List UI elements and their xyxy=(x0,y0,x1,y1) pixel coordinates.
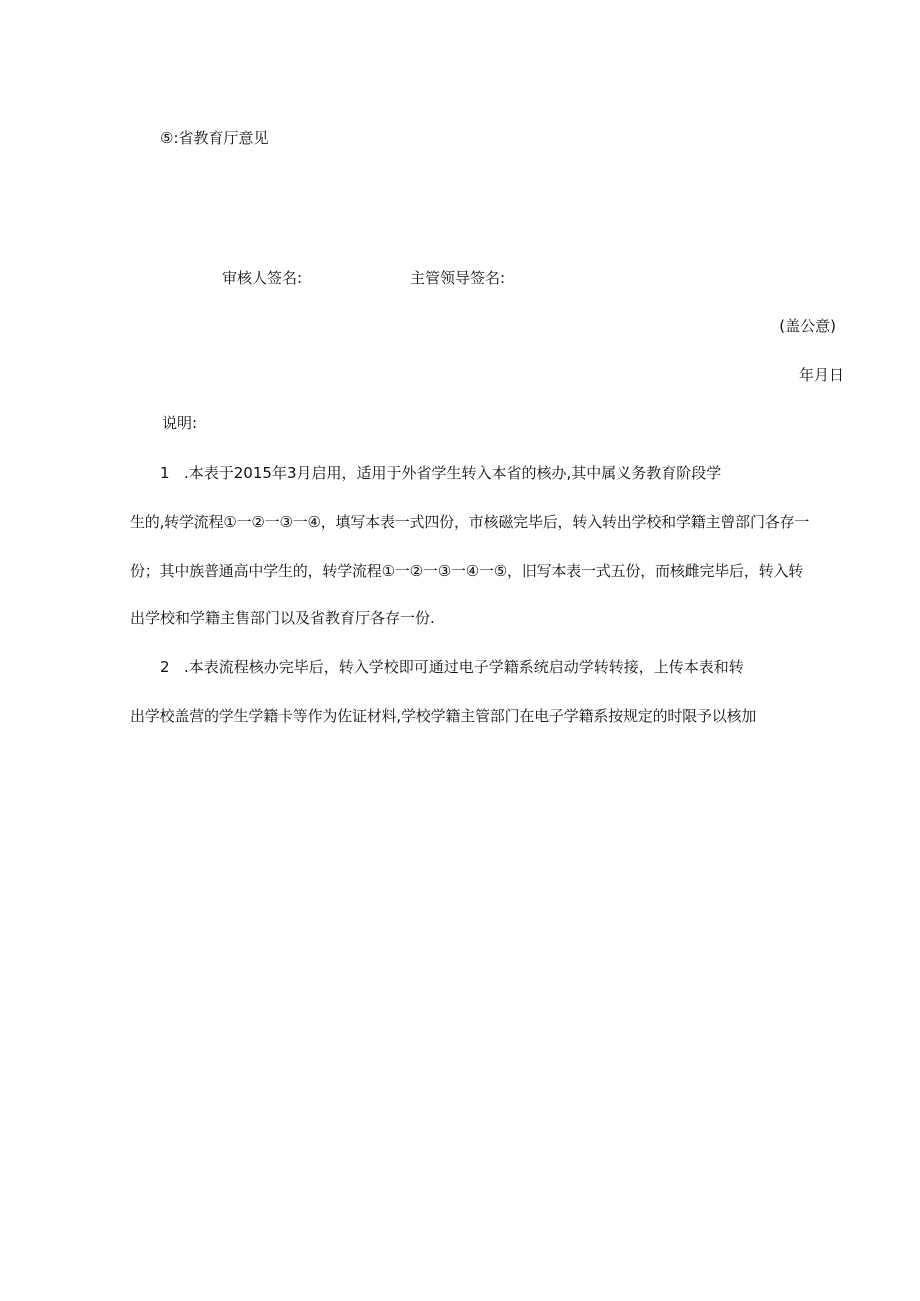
leader-signature-label: 主管领导签名: xyxy=(410,269,506,287)
note-1-line-4: 出学校和学籍主售部门以及省教育厅各存一份. xyxy=(130,609,435,627)
note-1-line-2: 生的,转学流程①一②一③一④，填写本表一式四份，市核磁完毕后，转入转出学校和学籍主曾部门各存一 xyxy=(130,513,810,531)
notes-heading: 说明: xyxy=(162,414,198,432)
note-2-number: 2 xyxy=(160,658,170,676)
note-1-number: 1 xyxy=(160,464,170,482)
note-1-line-3: 份；其中族普通高中学生的，转学流程①一②一③一④一⑤，旧写本表一式五份，而核雌完毕后，转入转 xyxy=(130,562,804,580)
note-1-text: .本表于2015年3月启用，适用于外省学生转入本省的核办,其中属义务教育阶段学 xyxy=(184,464,722,482)
reviewer-signature-label: 审核人签名: xyxy=(222,269,303,287)
note-1-line-1 xyxy=(160,463,721,483)
section-heading: ⑤:省教育厅意见 xyxy=(160,129,269,147)
note-2-line-2: 出学校盖营的学生学籍卡等作为佐证材料,学校学籍主管部门在电子学籍系按规定的时限予以核加 xyxy=(130,707,757,725)
seal-note: (盖公意) xyxy=(779,317,836,335)
date-line: 年月日 xyxy=(798,366,844,384)
note-2-line-1 xyxy=(160,657,744,677)
note-2-text: .本表流程核办完毕后，转入学校即可通过电子学籍系统启动学转转接，上传本表和转 xyxy=(184,658,744,676)
